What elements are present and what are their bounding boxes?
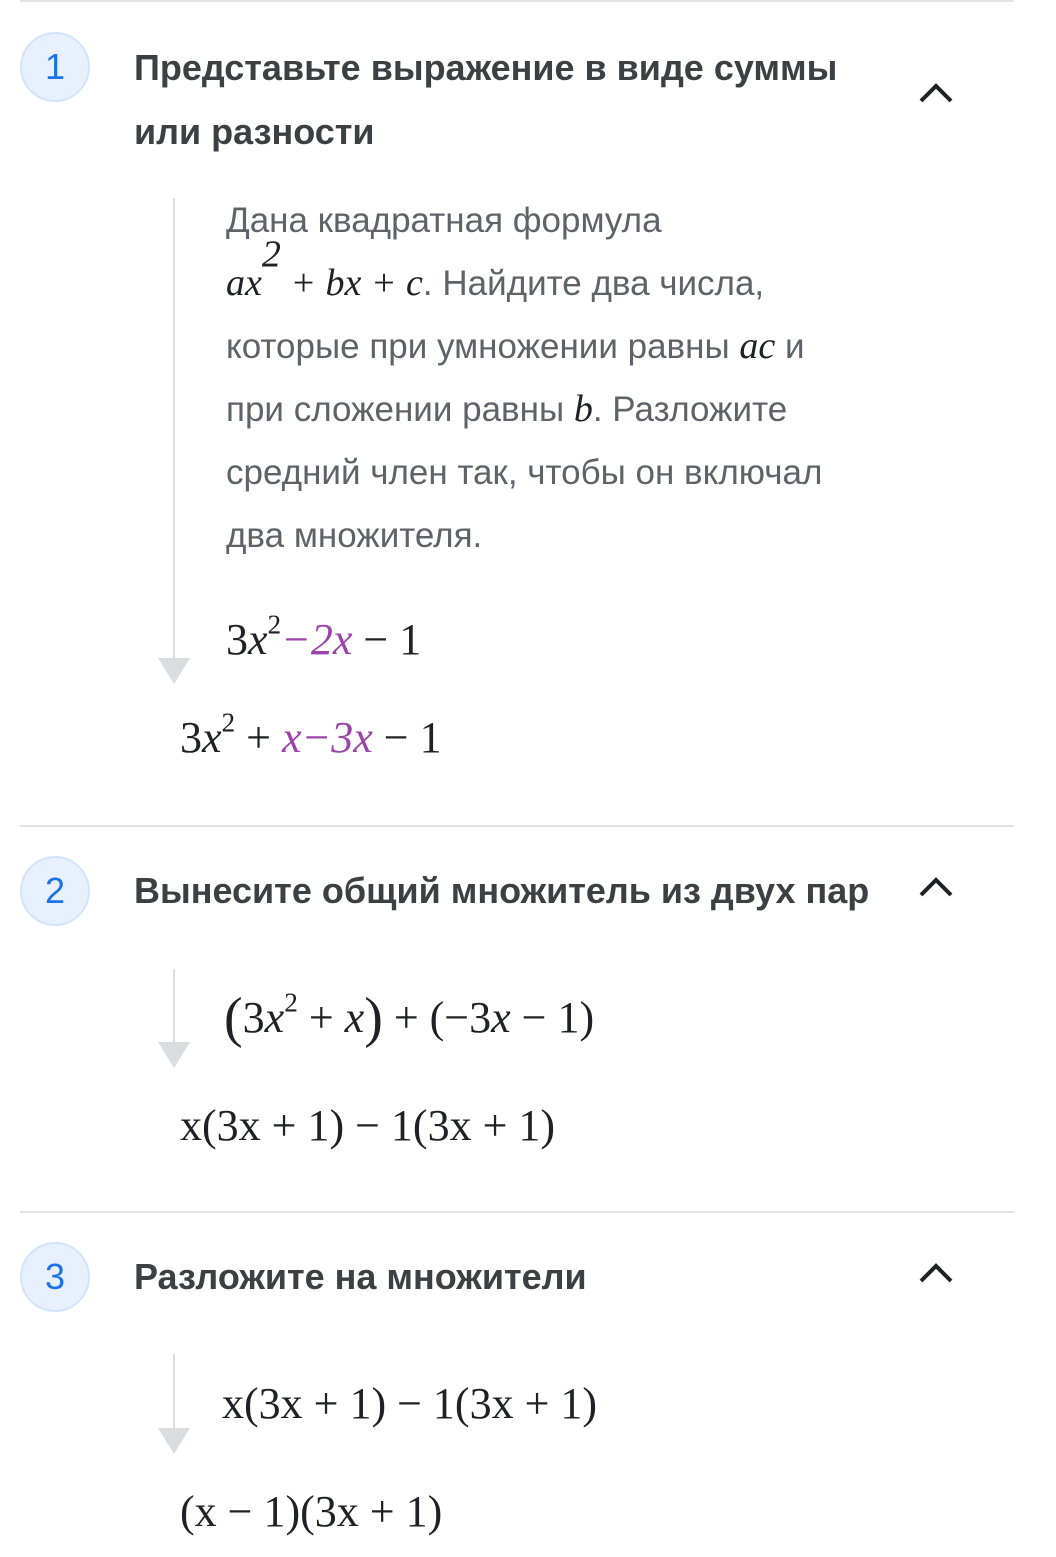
collapse-chevron-up-icon[interactable] [916, 1258, 956, 1286]
expression-from [226, 609, 422, 666]
plus-sign: + [297, 993, 345, 1042]
description-text: . Найдите два числа, [422, 264, 765, 303]
step-number-badge [20, 1242, 90, 1312]
description-line [226, 378, 926, 441]
exponent: 2 [284, 987, 298, 1018]
collapse-chevron-up-icon[interactable] [916, 78, 956, 106]
expression-to [180, 707, 442, 764]
description-line: средний член так, чтобы он включал [226, 453, 823, 492]
description-text: которые при умножении равны [226, 327, 740, 366]
step-title-line-1: Представьте выражение в виде суммы [134, 47, 838, 88]
var: x [248, 615, 268, 664]
rest-term: − 1) [510, 993, 595, 1042]
step-title: Вынесите общий множитель из двух пар [134, 870, 870, 911]
collapse-chevron-up-icon[interactable] [916, 872, 956, 900]
highlighted-term: x−3x [282, 713, 373, 762]
description-line: Дана квадратная формула [226, 201, 662, 240]
expression-from: x(3x + 1) − 1(3x + 1) [222, 1379, 598, 1428]
formula-bx-c: + bx + c [280, 262, 423, 304]
var: x [344, 993, 365, 1042]
step-description [226, 189, 926, 567]
var: x [264, 993, 285, 1042]
step-3 [0, 1212, 1056, 1557]
step-2 [0, 826, 1056, 1211]
description-line [226, 233, 926, 315]
description-text: при сложении равны [226, 390, 574, 429]
var: x [491, 993, 511, 1042]
flow-line [173, 198, 175, 660]
plus-sign: + [235, 713, 282, 762]
open-paren: ( [224, 987, 243, 1049]
arrow-down-icon [158, 1428, 190, 1454]
description-line: два множителя. [226, 516, 483, 555]
close-paren: ) [364, 987, 383, 1049]
rest-term: − 1 [372, 713, 442, 762]
flow-line [173, 969, 175, 1045]
expression-to: x(3x + 1) − 1(3x + 1) [180, 1101, 556, 1150]
step-number-badge [20, 856, 90, 926]
description-text: . Разложите [592, 390, 788, 429]
formula-b: b [573, 388, 593, 430]
formula-ac: ac [739, 325, 776, 367]
var: x [202, 713, 222, 762]
coef: 3 [226, 615, 248, 664]
exponent: 2 [221, 707, 236, 738]
formula-exponent: 2 [261, 233, 281, 276]
exponent: 2 [267, 609, 282, 640]
expression-to: (x − 1)(3x + 1) [180, 1487, 443, 1536]
step-title: Разложите на множители [134, 1256, 587, 1297]
coef: 3 [180, 713, 202, 762]
arrow-down-icon [158, 658, 190, 684]
expression-from [224, 987, 595, 1049]
step-number: 1 [44, 46, 66, 87]
flow-line [173, 1354, 175, 1430]
description-text: и [775, 327, 805, 366]
step-title-line-2: или разности [134, 111, 375, 152]
rest-term: − 1 [352, 615, 422, 664]
arrow-down-icon [158, 1042, 190, 1068]
rest-term: + (−3 [382, 993, 492, 1042]
step-number: 2 [44, 870, 66, 911]
step-title [134, 36, 894, 164]
step-number-badge [20, 32, 90, 102]
formula-ax: ax [226, 262, 262, 304]
highlighted-term: −2x [281, 615, 353, 664]
description-line [226, 315, 926, 378]
step-number: 3 [44, 1256, 66, 1297]
coef: 3 [242, 993, 265, 1042]
